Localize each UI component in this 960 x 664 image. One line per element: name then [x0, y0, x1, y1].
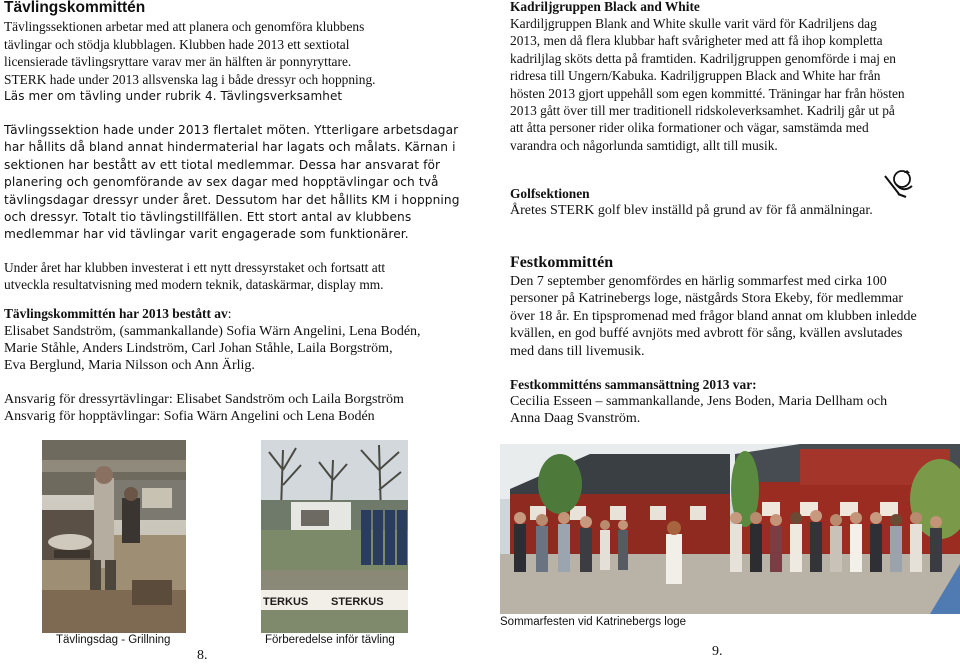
members-heading: Tävlingskommittén har 2013 bestått av [4, 306, 228, 321]
paragraph-line: ridresa till Ungern/Kabuka. Kadriljgruppen Black and White har från [510, 68, 881, 84]
golf-text: Åretes STERK golf blev inställd på grund av för få anmälningar. [510, 203, 873, 218]
paragraph-line: utveckla resultatvisning med modern teknik, dataskärmar, display mm. [4, 277, 384, 293]
paragraph-line: 2013, men då flera klubbar haft svårigheter med att få ihop kompletta [510, 33, 883, 49]
intro-line-4: STERK hade under 2013 allsvenska lag i både dressyr och hoppning. [4, 71, 376, 87]
paragraph-line: planering och genomförande av sex dagar med hopptävlingar och två [4, 175, 439, 190]
paragraph-line: har hållits då bland annat hindermaterial har lagats och målats. Kärnan i [4, 140, 456, 155]
paragraph-line: sektionen har bestått av ett tiotal medlemmar. Dessa har ansvarat för [4, 157, 441, 172]
fest-members-title: Festkommitténs sammansättning 2013 var: [510, 377, 757, 392]
intro-line-3: licensierade tävlingsryttare varav mer än hälften är ponnyryttare. [4, 54, 352, 69]
kadrilj-paragraph [510, 15, 905, 154]
members-colon: : [227, 306, 232, 321]
paragraph-line: kadriljlag sköts detta på framtiden. Kadriljgruppen genomförde i maj en [510, 50, 896, 66]
caption-summer-party: Sommarfesten vid Katrinebergs loge [500, 616, 687, 628]
fest-paragraph [510, 273, 917, 360]
investment-paragraph [4, 259, 385, 294]
paragraph-line: 2013 gått över till mer traditionell ridskoleverksamhet. Kadrilj går ut på [510, 103, 895, 119]
photo-summer-party [500, 444, 960, 614]
paragraph-line: med dans till livemusik. [510, 343, 645, 359]
fest-title: Festkommittén [510, 254, 614, 271]
intro-line-1: Tävlingssektionen arbetar med att planera och genomföra klubbens [4, 19, 365, 34]
kadrilj-title: Kadriljgruppen Black and White [510, 0, 700, 14]
page-title: Tävlingskommittén [4, 0, 146, 16]
member-line: Cecilia Esseen – sammankallande, Jens Boden, Maria Dellham och [510, 394, 888, 409]
photo-grilling [42, 440, 186, 633]
paragraph-line: över 18 år. En tipspromenad med frågor bland annat om klubben inledde [510, 308, 917, 324]
photo-grilling-image [42, 440, 186, 633]
paragraph-line: Under året har klubben investerat i ett nytt dressyrstaket och fortsatt att [4, 260, 386, 275]
banner-text-2: STERKUS [331, 596, 384, 608]
golf-title: Golfsektionen [510, 186, 590, 201]
paragraph-line: personer på Katrinebergs loge, nästgårds Stora Ekeby, för medlemmar [510, 291, 904, 307]
right-page [490, 0, 960, 664]
member-line: Eva Berglund, Maria Nilsson och Ann Ärlig. [4, 358, 255, 374]
photo-preparation-image [261, 440, 408, 633]
banner-text-1: TERKUS [263, 596, 309, 608]
photo-summer-party-image [500, 444, 960, 614]
member-line: Marie Ståhle, Anders Lindström, Carl Johan Ståhle, Laila Borgström, [4, 340, 393, 356]
page-number-right: 9. [712, 644, 723, 659]
members-heading-line [4, 305, 231, 322]
page-number-left: 8. [197, 648, 208, 663]
paragraph-line: tävlingsdagar dressyr under året. Dessutom har det hållits KM i hoppning [4, 192, 460, 207]
responsibility-line: Ansvarig för dressyrtävlingar: Elisabet Sandström och Laila Borgström [4, 392, 404, 407]
left-page [0, 0, 470, 664]
paragraph-line: Tävlingssektion hade under 2013 flertalet möten. Ytterligare arbetsdagar [4, 123, 459, 137]
responsibility-list [4, 391, 404, 426]
intro-line-2: tävlingar och stödja klubblagen. Klubben hade 2013 ett sextiotal [4, 36, 350, 52]
competition-paragraph [4, 122, 460, 244]
paragraph-line: Den 7 september genomfördes en härlig sommarfest med cirka 100 [510, 274, 887, 289]
paragraph-line: att åtta personer rider olika formationer och vägar, samstämda med [510, 120, 869, 136]
member-line: Elisabet Sandström, (sammankallande) Sofia Wärn Angelini, Lena Bodén, [4, 323, 421, 339]
paragraph-line: varandra och någorlunda samtidigt, allt till musik. [510, 137, 778, 153]
golf-icon [882, 168, 916, 200]
paragraph-line: Kardiljgruppen Blank and White skulle varit värd för Kadriljens dag [510, 16, 877, 31]
paragraph-line: hösten 2013 gjort uppehåll som egen kommitté. Träningar har från hösten [510, 85, 905, 101]
intro-line-5: Läs mer om tävling under rubrik 4. Tävlingsverksamhet [4, 89, 343, 103]
paragraph-line: kvällen, en god buffé avnjöts med avbrott för sång, kvällen avslutades [510, 326, 903, 342]
paragraph-line: och dressyr. Totalt tio tävlingstillfällen. Ett stort antal av klubbens [4, 210, 412, 225]
fest-members-list [510, 393, 887, 428]
responsibility-line: Ansvarig för hopptävlingar: Sofia Wärn Angelini och Lena Bodén [4, 409, 375, 425]
caption-grilling: Tävlingsdag - Grillning [56, 634, 171, 646]
members-list [4, 323, 421, 375]
member-line: Anna Daag Svanström. [510, 411, 641, 427]
photo-preparation [261, 440, 408, 633]
caption-preparation: Förberedelse inför tävling [265, 634, 395, 646]
paragraph-line: medlemmar har vid tävlingar varit engagerade som funktionärer. [4, 227, 409, 242]
